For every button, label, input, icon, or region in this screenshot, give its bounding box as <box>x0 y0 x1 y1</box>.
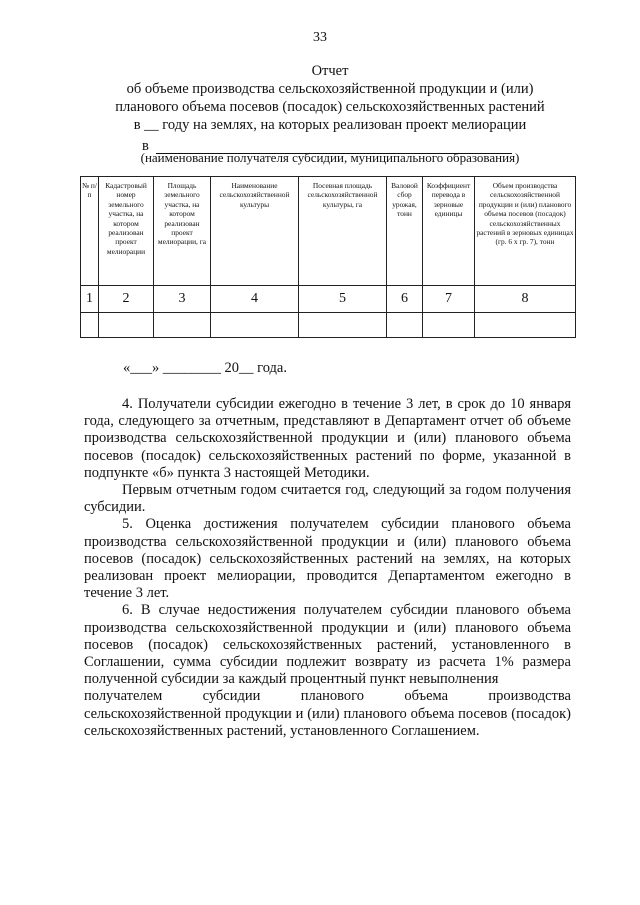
table-cell <box>299 313 387 338</box>
column-number: 4 <box>211 286 299 313</box>
report-subtitle-line-1: об объеме производства сельскохозяйственной продукции и (или) <box>126 81 534 97</box>
report-subtitle-line-3: в __ году на землях, на которых реализован проект мелиорации <box>133 117 527 133</box>
paragraph-6 <box>84 602 571 688</box>
paragraph-4-block <box>84 396 571 740</box>
header-row-number: № п/п <box>81 177 99 286</box>
table-cell <box>387 313 423 338</box>
table-cell <box>475 313 576 338</box>
table-cell <box>423 313 475 338</box>
paragraph-6-part-1: 6. В случае недостижения получателем субсидии планового объема производства сельскохозяйственной продукции и (или) планового объема посевов (посадок) сельскохозяйственных растений, установленного в Соглашении, сумма субсидии подлежит возврату из расчета 1% размера полученной субсидии за каждый процентный пункт невыполнения <box>84 602 571 688</box>
table-cell <box>99 313 154 338</box>
recipient-caption: (наименование получателя субсидии, муниципального образования) <box>140 150 520 165</box>
paragraph-5: 5. Оценка достижения получателем субсидии планового объема производства сельскохозяйственной продукции и (или) планового объема посевов (посадок) сельскохозяйственных растений на землях, на которых реализован проект мелиорации, проводится Департаментом ежегодно в течение 3 лет. <box>84 516 571 602</box>
table-empty-row <box>81 313 576 338</box>
paragraph-4: 4. Получатели субсидии ежегодно в течение 3 лет, в срок до 10 января года, следующего за отчетным, представляют в Департамент отчет об объеме производства сельскохозяйственной продукции и (или) планового объема посевов (посадок) сельскохозяйственных растений по форме, указанной в подпункте «б» пункта 3 настоящей Методики. <box>84 396 571 481</box>
header-gross-yield: Валовой сбор урожая, тонн <box>387 177 423 286</box>
table-header-row <box>81 177 576 286</box>
table-cell <box>81 313 99 338</box>
page-number: 33 <box>313 30 327 45</box>
date-line: «___» ________ 20__ года. <box>123 360 287 376</box>
column-number: 7 <box>423 286 475 313</box>
column-number: 3 <box>154 286 211 313</box>
header-conversion-coefficient: Коэффициент перевода в зерновые единицы <box>423 177 475 286</box>
spread-word: производства <box>488 688 571 705</box>
paragraph-6-spread-line <box>84 688 571 705</box>
paragraph-first-reporting-year: Первым отчетным годом считается год, следующий за годом получения субсидии. <box>84 482 571 516</box>
header-crop-name: Наименование сельскохозяйственной культуры <box>211 177 299 286</box>
header-plot-area: Площадь земельного участка, на котором реализован проект мелиорации, га <box>154 177 211 286</box>
recipient-prefix: в <box>142 138 149 154</box>
column-number: 2 <box>99 286 154 313</box>
spread-word: получателем <box>84 688 163 705</box>
paragraph-6-part-2: сельскохозяйственной продукции и (или) планового объема посевов (посадок) сельскохозяйственных растений, установленного Соглашением. <box>84 705 571 739</box>
spread-word: субсидии <box>202 688 261 705</box>
header-production-volume: Объем производства сельскохозяйственной продукции и (или) планового объема посевов (посадок) сельскохозяйственных растений в зерновых единицах (гр. 6 х гр. 7), тонн <box>475 177 576 286</box>
table-cell <box>154 313 211 338</box>
report-table <box>80 176 576 338</box>
column-number: 8 <box>475 286 576 313</box>
spread-word: планового <box>300 688 364 705</box>
column-number: 6 <box>387 286 423 313</box>
spread-word: объема <box>404 688 449 705</box>
report-title: Отчет <box>311 63 349 79</box>
column-number: 1 <box>81 286 99 313</box>
header-sown-area: Посевная площадь сельскохозяйственной культуры, га <box>299 177 387 286</box>
table-column-numbers-row <box>81 286 576 313</box>
header-cadastral-number: Кадастровый номер земельного участка, на котором реализован проект мелиорации <box>99 177 154 286</box>
report-subtitle-line-2: планового объема посевов (посадок) сельскохозяйственных растений <box>115 99 545 115</box>
table-cell <box>211 313 299 338</box>
column-number: 5 <box>299 286 387 313</box>
